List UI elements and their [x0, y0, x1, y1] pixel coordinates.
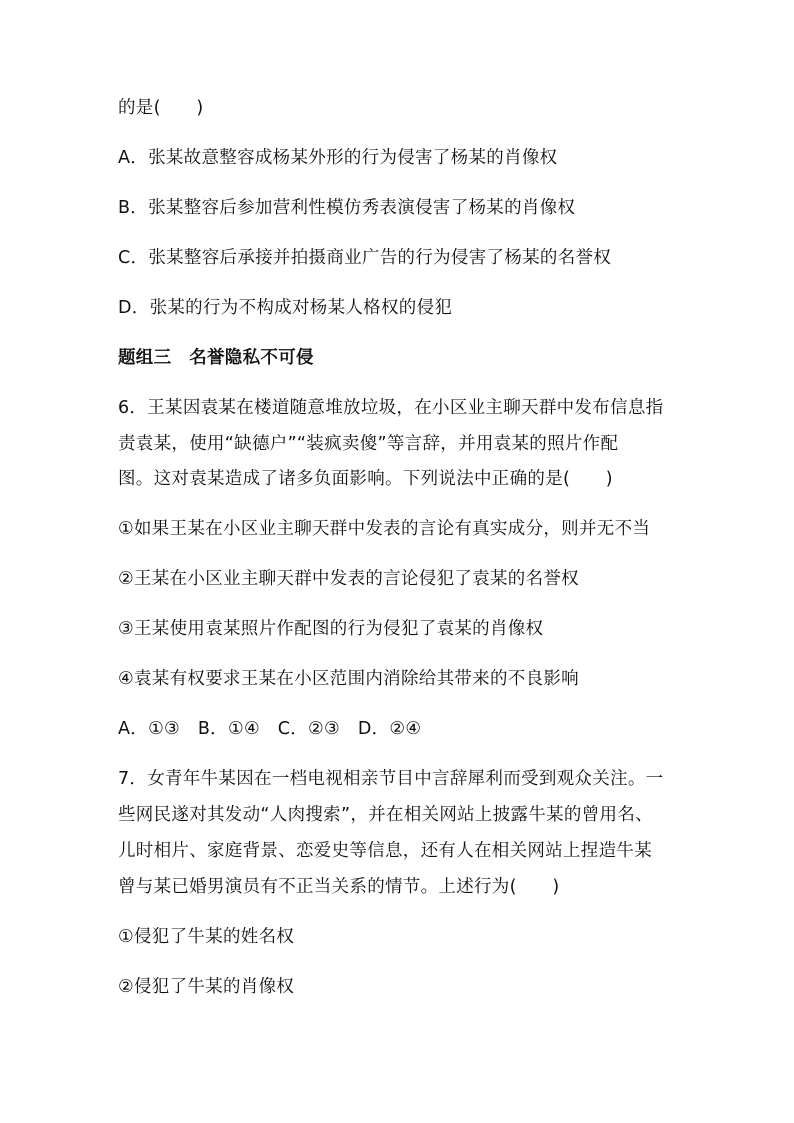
statement-7-1: ①侵犯了牛某的姓名权 [118, 927, 295, 947]
question-6-line-1: 6．王某因袁某在楼道随意堆放垃圾，在小区业主聊天群中发布信息指 [118, 398, 664, 418]
question-7-line-4: 曾与某已婚男演员有不正当关系的情节。上述行为( ) [118, 877, 560, 897]
question-6-line-3: 图。这对袁某造成了诸多负面影响。下列说法中正确的是( ) [118, 469, 613, 489]
question-7-line-2: 些网民遂对其发动“人肉搜索”，并在相关网站上披露牛某的曾用名、 [118, 805, 653, 825]
question-6-options: A．①③ B．①④ C．②③ D．②④ [118, 719, 422, 739]
statement-7-2: ②侵犯了牛某的肖像权 [118, 977, 295, 997]
section-heading: 题组三 名誉隐私不可侵 [118, 348, 314, 368]
statement-1: ①如果王某在小区业主聊天群中发表的言论有真实成分，则并无不当 [118, 519, 651, 539]
statement-2: ②王某在小区业主聊天群中发表的言论侵犯了袁某的名誉权 [118, 569, 579, 589]
option-b: B．张某整容后参加营利性模仿秀表演侵害了杨某的肖像权 [118, 198, 576, 218]
statement-3: ③王某使用袁某照片作配图的行为侵犯了袁某的肖像权 [118, 619, 544, 639]
question-6-line-2: 责袁某，使用“缺德户”“装疯卖傻”等言辞，并用袁某的照片作配 [118, 434, 619, 454]
option-a: A．张某故意整容成杨某外形的行为侵害了杨某的肖像权 [118, 148, 558, 168]
question-7-line-1: 7．女青年牛某因在一档电视相亲节目中言辞犀利而受到观众关注。一 [118, 769, 664, 789]
option-d: D．张某的行为不构成对杨某人格权的侵犯 [118, 298, 453, 318]
question-7-line-3: 儿时相片、家庭背景、恋爱史等信息，还有人在相关网站上捏造牛某 [118, 841, 652, 861]
statement-4: ④袁某有权要求王某在小区范围内消除给其带来的不良影响 [118, 669, 579, 689]
option-c: C．张某整容后承接并拍摄商业广告的行为侵害了杨某的名誉权 [118, 248, 612, 268]
question-5-stem-end: 的是( ) [118, 98, 204, 118]
